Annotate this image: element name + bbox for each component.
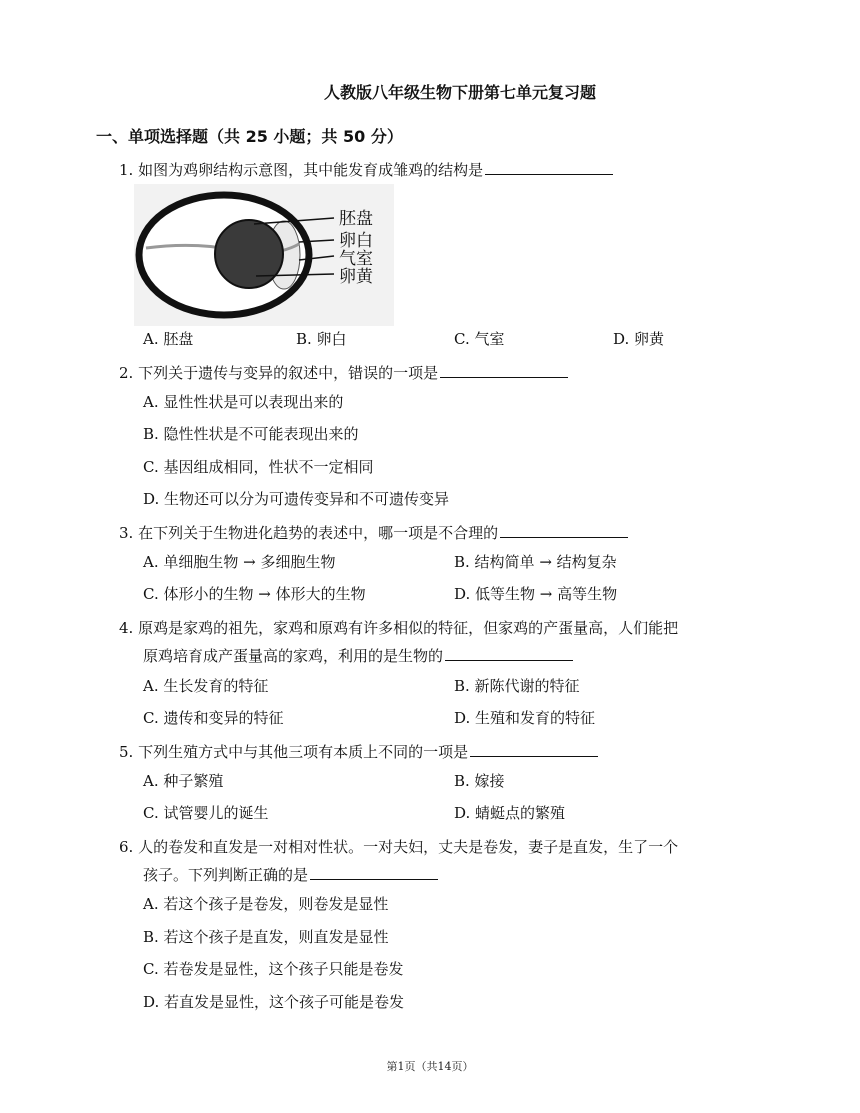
q3-option-a[interactable]: A. 单细胞生物 → 多细胞生物 <box>143 553 336 571</box>
q1-option-c[interactable]: C. 气室 <box>454 330 505 348</box>
answer-blank[interactable] <box>500 523 628 538</box>
q5-option-a[interactable]: A. 种子繁殖 <box>143 772 224 790</box>
q6-option-c[interactable]: C. 若卷发是显性，这个孩子只能是卷发 <box>143 960 404 978</box>
q1-option-b[interactable]: B. 卵白 <box>296 330 347 348</box>
q4-option-b[interactable]: B. 新陈代谢的特征 <box>454 677 580 695</box>
q4-option-a[interactable]: A. 生长发育的特征 <box>143 677 269 695</box>
answer-blank[interactable] <box>440 363 568 378</box>
q1-option-a[interactable]: A. 胚盘 <box>143 330 194 348</box>
q5-option-d[interactable]: D. 蜻蜓点的繁殖 <box>454 804 566 822</box>
page-title: 人教版八年级生物下册第七单元复习题 <box>323 83 596 102</box>
figure-label-yolk: 卵黄 <box>339 267 373 287</box>
q4-option-d[interactable]: D. 生殖和发育的特征 <box>454 709 596 727</box>
page-footer: 第1页（共14页） <box>386 1060 474 1073</box>
question-1-stem: 1. 如图为鸡卵结构示意图，其中能发育成雏鸡的结构是 <box>119 160 613 180</box>
q6-option-a[interactable]: A. 若这个孩子是卷发，则卷发是显性 <box>143 895 389 913</box>
question-5-stem: 5. 下列生殖方式中与其他三项有本质上不同的一项是 <box>119 742 598 762</box>
q2-option-a[interactable]: A. 显性性状是可以表现出来的 <box>143 393 344 411</box>
q2-option-d[interactable]: D. 生物还可以分为可遗传变异和不可遗传变异 <box>143 490 450 508</box>
figure-label-albumen: 卵白 <box>339 231 373 251</box>
answer-blank[interactable] <box>470 742 598 757</box>
q4-option-c[interactable]: C. 遗传和变异的特征 <box>143 709 284 727</box>
answer-blank[interactable] <box>310 865 438 880</box>
question-2-stem: 2. 下列关于遗传与变异的叙述中，错误的一项是 <box>119 363 568 383</box>
q2-option-b[interactable]: B. 隐性性状是不可能表现出来的 <box>143 425 359 443</box>
question-6-stem: 6. 人的卷发和直发是一对相对性状。一对夫妇，丈夫是卷发，妻子是直发，生了一个 <box>119 838 679 856</box>
q6-option-d[interactable]: D. 若直发是显性，这个孩子可能是卷发 <box>143 993 405 1011</box>
answer-blank[interactable] <box>485 160 613 175</box>
figure-label-aircell: 气室 <box>339 249 373 269</box>
q2-option-c[interactable]: C. 基因组成相同，性状不一定相同 <box>143 458 374 476</box>
answer-blank[interactable] <box>445 646 573 661</box>
q1-option-d[interactable]: D. 卵黄 <box>613 330 665 348</box>
question-6-stem-continued: 孩子。下列判断正确的是 <box>143 865 438 885</box>
question-4-stem: 4. 原鸡是家鸡的祖先，家鸡和原鸡有许多相似的特征，但家鸡的产蛋量高，人们能把 <box>119 619 679 637</box>
question-3-stem: 3. 在下列关于生物进化趋势的表述中，哪一项是不合理的 <box>119 523 628 543</box>
yolk <box>215 220 283 288</box>
q3-option-d[interactable]: D. 低等生物 → 高等生物 <box>454 585 618 603</box>
question-4-stem-continued: 原鸡培育成产蛋量高的家鸡，利用的是生物的 <box>143 646 573 666</box>
q3-option-c[interactable]: C. 体形小的生物 → 体形大的生物 <box>143 585 366 603</box>
figure-label-blastodisc: 胚盘 <box>339 209 373 229</box>
q3-option-b[interactable]: B. 结构简单 → 结构复杂 <box>454 553 617 571</box>
q5-option-b[interactable]: B. 嫁接 <box>454 772 505 790</box>
q5-option-c[interactable]: C. 试管婴儿的诞生 <box>143 804 269 822</box>
egg-structure-figure <box>134 184 394 326</box>
section-heading: 一、单项选择题（共 25 小题；共 50 分） <box>96 127 403 146</box>
q6-option-b[interactable]: B. 若这个孩子是直发，则直发是显性 <box>143 928 389 946</box>
